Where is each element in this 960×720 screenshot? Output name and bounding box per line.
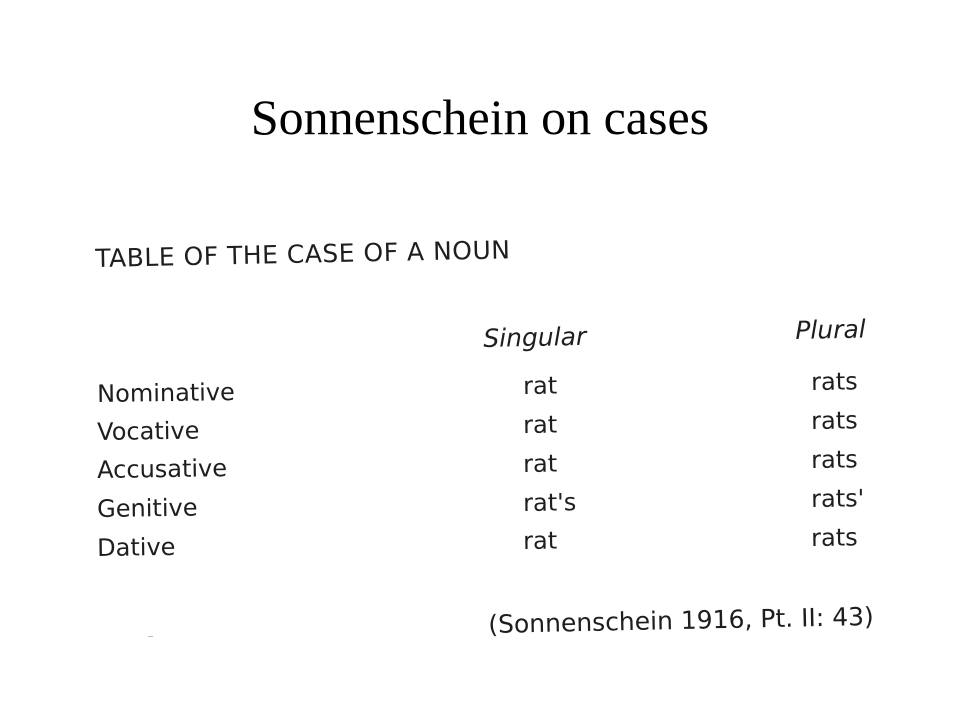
singular-form: rat bbox=[523, 449, 558, 478]
plural-form: rats bbox=[811, 523, 858, 552]
scan-speck bbox=[148, 636, 153, 637]
singular-form: rat bbox=[523, 526, 558, 555]
case-name: Accusative bbox=[97, 454, 228, 484]
table-heading: TABLE OF THE CASE OF A NOUN bbox=[95, 235, 511, 273]
slide-title: Sonnenschein on cases bbox=[250, 89, 710, 145]
case-name: Dative bbox=[97, 532, 176, 562]
case-name: Vocative bbox=[97, 416, 200, 446]
case-name: Genitive bbox=[97, 493, 198, 523]
case-name: Nominative bbox=[97, 378, 236, 408]
singular-form: rat's bbox=[523, 488, 577, 517]
column-header-plural: Plural bbox=[795, 314, 867, 345]
source-citation: (Sonnenschein 1916, Pt. II: 43) bbox=[488, 601, 875, 639]
plural-form: rats' bbox=[811, 484, 865, 513]
singular-form: rat bbox=[523, 371, 558, 400]
plural-form: rats bbox=[811, 406, 858, 435]
plural-form: rats bbox=[811, 367, 858, 396]
singular-form: rat bbox=[523, 410, 558, 439]
plural-form: rats bbox=[811, 445, 858, 474]
column-header-singular: Singular bbox=[483, 321, 587, 353]
